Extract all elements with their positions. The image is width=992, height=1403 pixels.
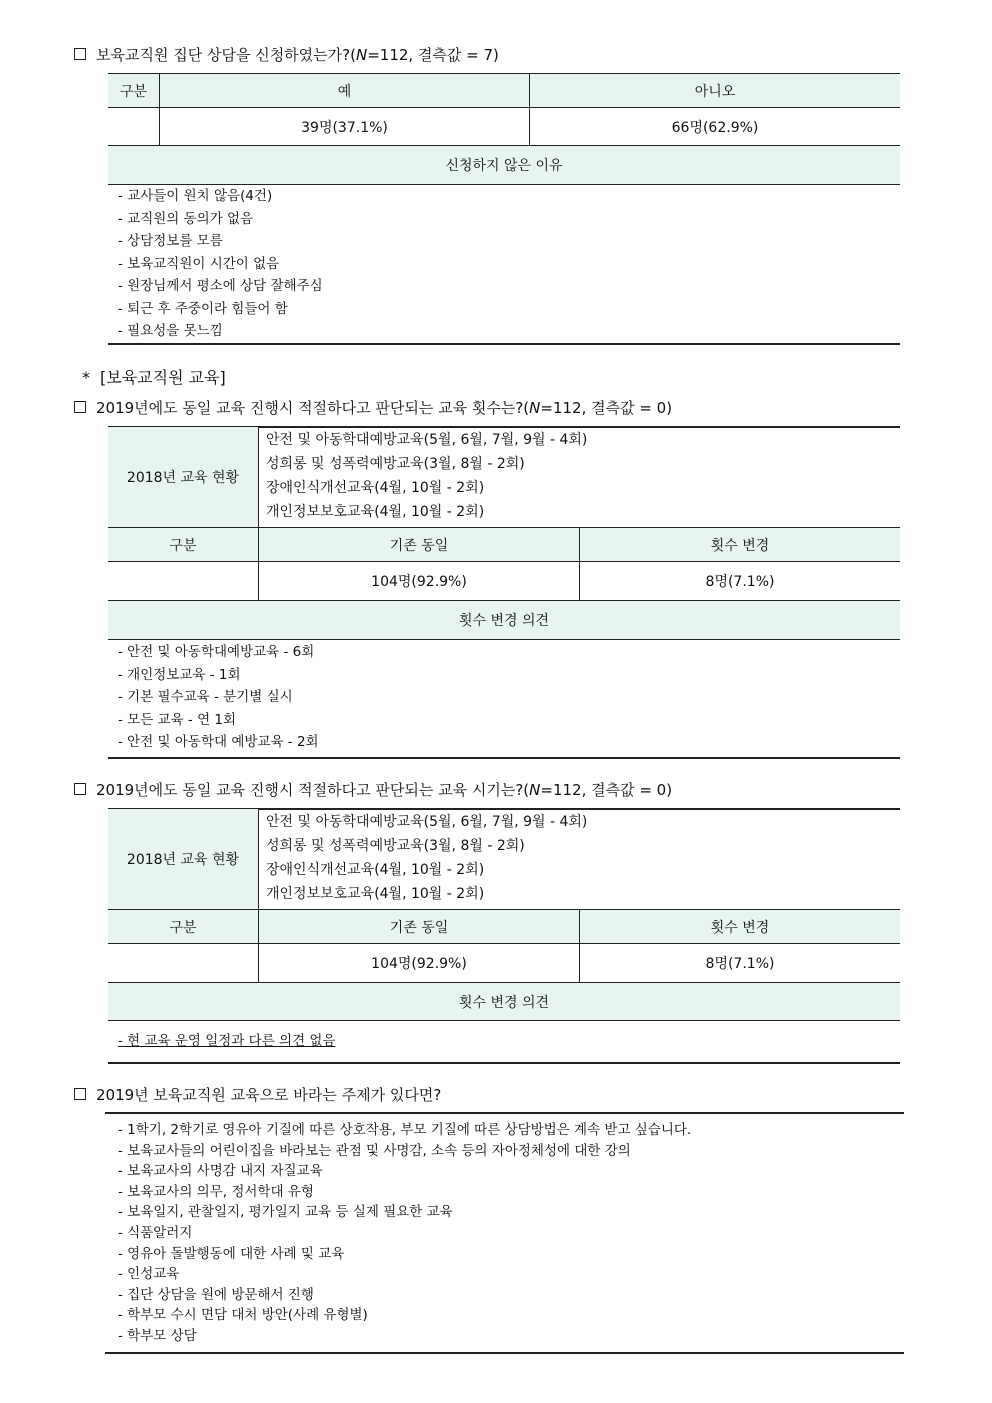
- q2-header-category: 구분: [108, 528, 258, 561]
- question-3-n: N: [529, 781, 541, 799]
- q2-opinion-title: 횟수 변경 의견: [108, 601, 900, 639]
- question-2-n: N: [529, 399, 541, 417]
- q1-vrule: [529, 74, 530, 145]
- q3-value-same: 104명(92.9%): [371, 956, 467, 972]
- q3-value-change: 8명(7.1%): [705, 956, 775, 972]
- list-item: 장애인식개선교육(4월, 10월 - 2회): [266, 480, 485, 496]
- question-1-n: N: [355, 46, 368, 64]
- list-item: - 집단 상담을 원에 방문해서 진행: [118, 1286, 314, 1303]
- q2-bottom-rule: [108, 757, 900, 759]
- q3-status-label: 2018년 교육 현황: [108, 809, 258, 909]
- q2-rule: [108, 639, 900, 640]
- list-item: - 보육교사의 의무, 정서학대 유형: [118, 1183, 314, 1200]
- list-item: - 개인정보교육 - 1회: [118, 666, 241, 683]
- list-item: 안전 및 아동학대예방교육(5월, 6월, 7월, 9월 - 4회): [266, 432, 588, 448]
- checkbox-square-icon: [74, 401, 86, 413]
- q3-header-same: 기존 동일: [259, 910, 579, 943]
- list-item: - 모든 교육 - 연 1회: [118, 711, 237, 728]
- question-2-prefix: 2019년에도 동일 교육 진행시 적절하다고 판단되는 교육 횟수는?(: [96, 399, 530, 417]
- q1-bottom-rule: [108, 343, 900, 345]
- list-item: - 필요성을 못느낌: [118, 323, 223, 339]
- q1-header-yes: 예: [160, 74, 529, 107]
- checkbox-square-icon: [74, 783, 86, 795]
- list-item: 성희롱 및 성폭력예방교육(3월, 8월 - 2회): [266, 456, 525, 472]
- list-item: - 안전 및 아동학대예방교육 - 6회: [118, 644, 315, 660]
- question-4-title: 2019년 보육교직원 교육으로 바라는 주제가 있다면?: [96, 1086, 442, 1104]
- list-item: - 기본 필수교육 - 분기별 실시: [118, 689, 293, 705]
- list-item: - 보육교직원이 시간이 없음: [118, 255, 280, 272]
- q4-bottom-rule: [105, 1352, 904, 1354]
- list-item: - 현 교육 운영 일정과 다른 의견 없음: [118, 1033, 336, 1049]
- q2-opinion-list: [118, 641, 319, 754]
- list-item: - 보육교사들의 어린이집을 바라보는 관점 및 사명감, 소속 등의 자아정체성에 대한 강의: [118, 1142, 631, 1159]
- q3-header-change: 횟수 변경: [580, 910, 900, 943]
- list-item: - 학부모 수시 면담 대처 방안(사례 유형별): [118, 1307, 368, 1324]
- q2-header-change: 횟수 변경: [580, 528, 900, 561]
- asterisk-icon: *: [82, 368, 90, 387]
- checkbox-square-icon: [74, 48, 86, 60]
- q1-value-no: 66명(62.9%): [671, 119, 759, 136]
- question-1: [74, 45, 499, 65]
- question-2-suffix: =112, 결측값 = 0): [540, 399, 673, 417]
- section-title: [82, 367, 226, 389]
- section-title-text: [보육교직원 교육]: [100, 368, 226, 387]
- question-1-suffix: =112, 결측값 = 7): [367, 46, 499, 64]
- q3-opinion-list: [118, 1030, 335, 1053]
- q2-header-same: 기존 동일: [259, 528, 579, 561]
- list-item: - 교직원의 동의가 없음: [118, 210, 254, 227]
- list-item: - 영유아 돌발행동에 대한 사례 및 교육: [118, 1245, 345, 1262]
- list-item: 개인정보보호교육(4월, 10월 - 2회): [266, 886, 485, 902]
- q3-opinion-title: 횟수 변경 의견: [108, 983, 900, 1020]
- list-item: - 교사들이 원치 않음(4건): [118, 188, 273, 204]
- q1-value-yes: 39명(37.1%): [301, 119, 388, 136]
- q4-top-rule: [105, 1112, 904, 1114]
- question-3: [74, 780, 672, 800]
- list-item: 성희롱 및 성폭력예방교육(3월, 8월 - 2회): [266, 838, 525, 854]
- list-item: - 퇴근 후 주중이라 힘들어 함: [118, 300, 288, 317]
- question-3-prefix: 2019년에도 동일 교육 진행시 적절하다고 판단되는 교육 시기는?(: [96, 781, 530, 799]
- list-item: - 원장님께서 평소에 상담 잘해주심: [118, 278, 323, 294]
- q2-status-list: [266, 428, 587, 524]
- list-item: - 보육일지, 관찰일지, 평가일지 교육 등 실제 필요한 교육: [118, 1204, 453, 1221]
- list-item: - 상담정보를 모름: [118, 233, 223, 249]
- q1-reason-list: [118, 185, 323, 343]
- list-item: 안전 및 아동학대예방교육(5월, 6월, 7월, 9월 - 4회): [266, 814, 588, 830]
- list-item: - 인성교육: [118, 1266, 180, 1283]
- question-4: [74, 1085, 441, 1105]
- q3-status-list: [266, 810, 587, 906]
- q1-header-no: 아니오: [530, 74, 900, 107]
- list-item: 개인정보보호교육(4월, 10월 - 2회): [266, 504, 485, 520]
- question-3-suffix: =112, 결측값 = 0): [540, 781, 673, 799]
- q3-bottom-rule: [108, 1062, 900, 1064]
- question-1-prefix: 보육교직원 집단 상담을 신청하였는가?(: [96, 46, 356, 64]
- q3-header-category: 구분: [108, 910, 258, 943]
- list-item: - 안전 및 아동학대 예방교육 - 2회: [118, 734, 319, 750]
- list-item: 장애인식개선교육(4월, 10월 - 2회): [266, 862, 485, 878]
- question-2: [74, 398, 672, 418]
- q4-topic-list: [118, 1120, 691, 1347]
- list-item: - 학부모 상담: [118, 1327, 197, 1344]
- q1-vrule: [159, 74, 160, 145]
- q1-reason-title: 신청하지 않은 이유: [108, 146, 900, 184]
- list-item: - 보육교사의 사명감 내지 자질교육: [118, 1163, 323, 1180]
- q2-value-change: 8명(7.1%): [705, 574, 775, 590]
- q3-rule: [108, 1020, 900, 1021]
- list-item: - 식품알러지: [118, 1224, 193, 1241]
- q2-status-label: 2018년 교육 현황: [108, 427, 258, 527]
- list-item: - 1학기, 2학기로 영유아 기질에 따른 상호작용, 부모 기질에 따른 상담방법은 계속 받고 싶습니다.: [118, 1122, 692, 1138]
- q2-value-same: 104명(92.9%): [371, 574, 467, 590]
- checkbox-square-icon: [74, 1088, 86, 1100]
- q1-header-category: 구분: [108, 74, 159, 107]
